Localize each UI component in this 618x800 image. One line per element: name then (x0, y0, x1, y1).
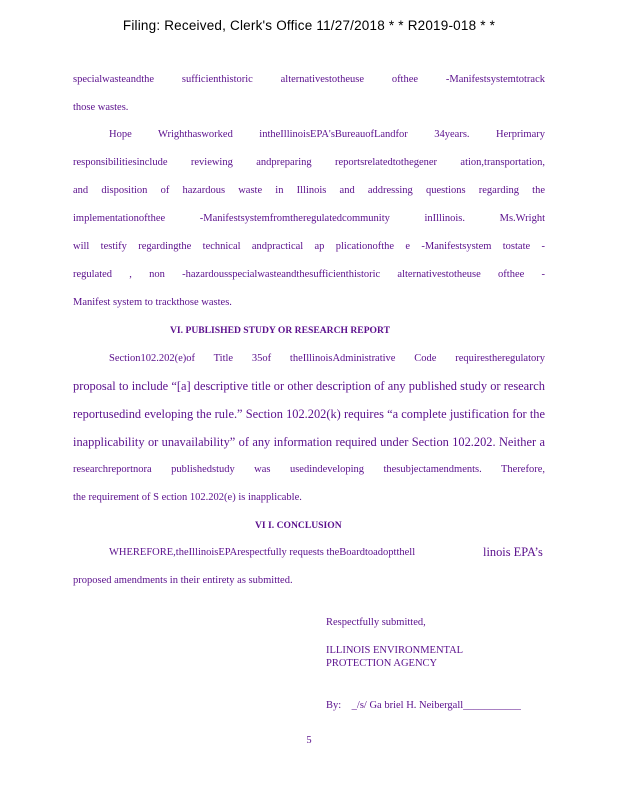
body-line: WHEREFORE,theIllinoisEPArespectfully requests theBoardtoadoptthell (109, 547, 416, 558)
body-line: will testify regardingthe technical andpractical ap plicationofthe e -Manifestsystem tostate - (73, 241, 545, 252)
body-line: implementationofthee -Manifestsystemfromtheregulatedcommunity inIllinois. Ms.Wright (73, 213, 545, 224)
signature-org: ILLINOIS ENVIRONMENTAL (326, 645, 464, 656)
body-line: regulated , non -hazardousspecialwasteandthesufficienthistoric alternativestotheuse ofthee - (73, 269, 545, 280)
section-heading-published-study: VI. PUBLISHED STUDY OR RESEARCH REPORT (170, 325, 390, 336)
by-label: By: (326, 700, 342, 711)
page-number: 5 (306, 735, 312, 746)
body-line: Section102.202(e)of Title 35of theIllinoisAdministrative Code requirestheregulatory (109, 353, 545, 364)
signature-closing: Respectfully submitted, (326, 617, 426, 628)
body-line: proposed amendments in their entirety as submitted. (73, 575, 293, 586)
body-line: responsibilitiesinclude reviewing andpreparing reportsrelatedtothegener ation,transportation, (73, 157, 545, 168)
body-line: researchreportnora publishedstudy was usedindeveloping thesubjectamendments. Therefore, (73, 464, 545, 475)
body-line: those wastes. (73, 102, 129, 113)
signature-org: PROTECTION AGENCY (326, 658, 438, 669)
signer-name: _/s/ Ga briel H. Neibergall___________ (351, 700, 521, 711)
body-line: inapplicability or unavailability” of any information required under Section 102.202. Neither a (73, 435, 545, 449)
body-line: linois EPA’s (483, 545, 543, 559)
body-line: reportusedind eveloping the rule.” Section 102.202(k) requires “a complete justification for the (73, 407, 545, 421)
body-line: and disposition of hazardous waste in Illinois and addressing questions regarding the (73, 185, 545, 196)
body-line: Hope Wrighthasworked intheIllinoisEPA'sBureauofLandfor 34years. Herprimary (109, 129, 545, 140)
section-heading-conclusion: VI I. CONCLUSION (255, 520, 342, 531)
body-line: specialwasteandthe sufficienthistoric alternativestotheuse ofthee -Manifestsystemtotrack (73, 74, 545, 85)
body-line: proposal to include “[a] descriptive title or other description of any published study or research (73, 379, 545, 393)
body-line: the requirement of S ection 102.202(e) is inapplicable. (73, 492, 302, 503)
filing-header: Filing: Received, Clerk's Office 11/27/2018 * * R2019-018 * * (122, 18, 496, 33)
body-line: Manifest system to trackthose wastes. (73, 297, 232, 308)
signature-by-line (326, 700, 526, 711)
